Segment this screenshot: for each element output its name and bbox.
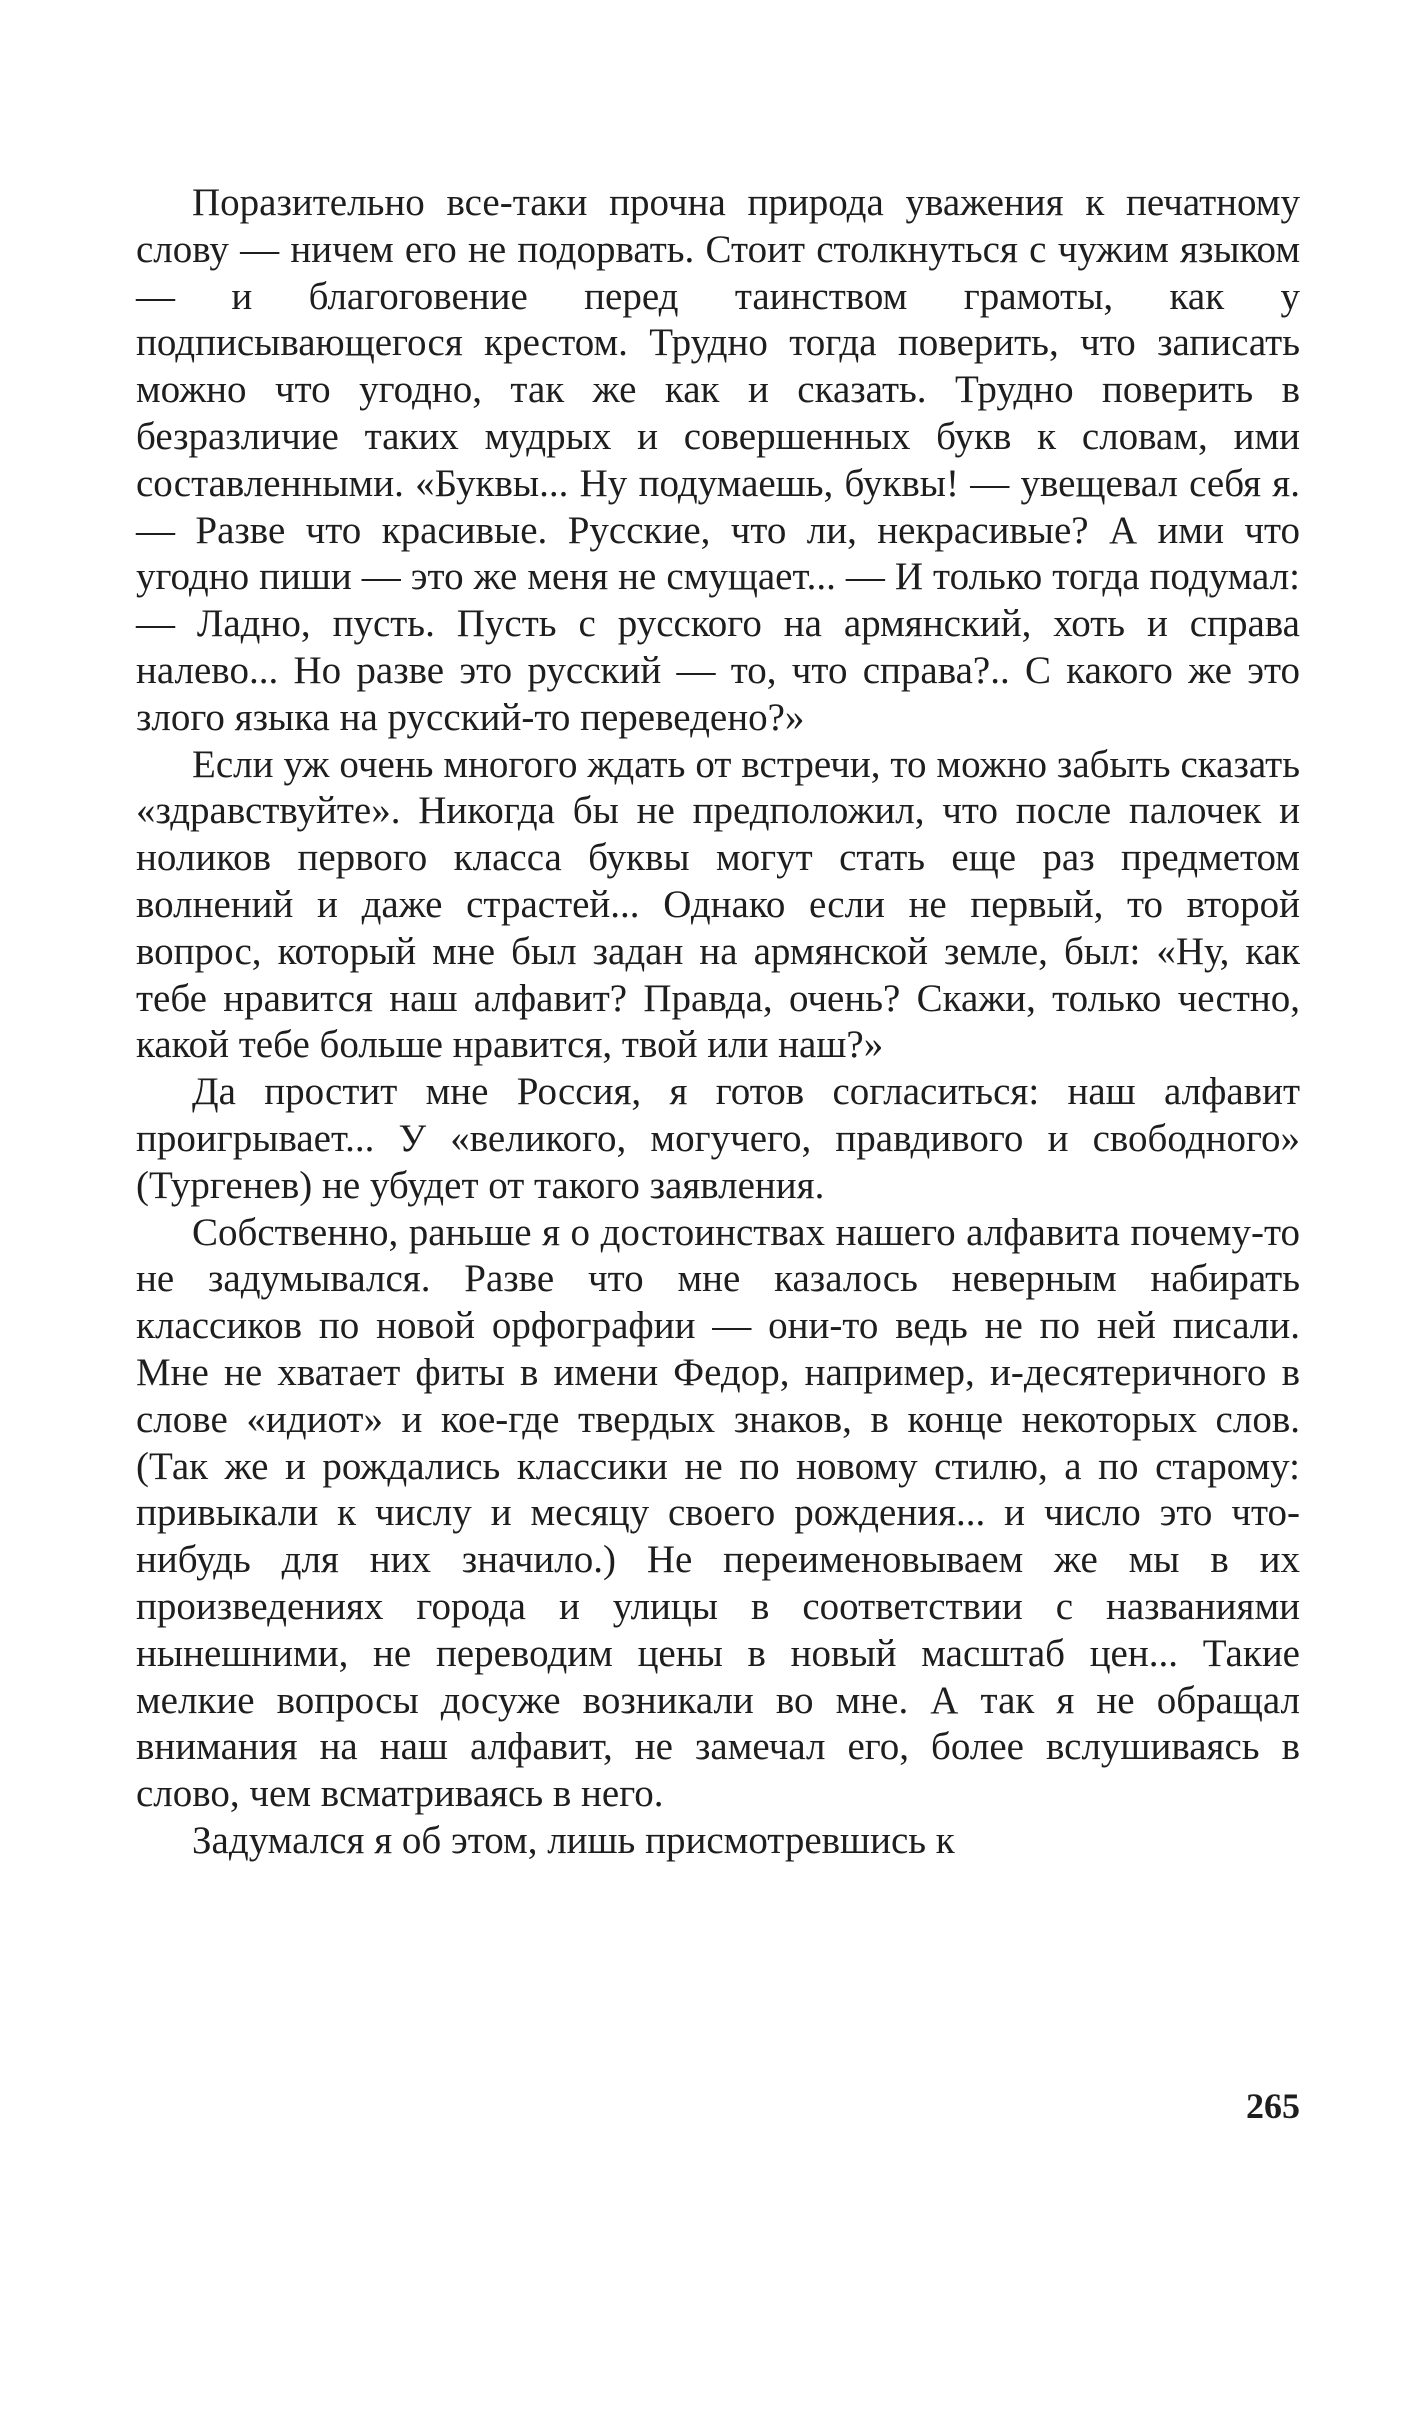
- page-number: 265: [1246, 2086, 1300, 2126]
- paragraph-2: Если уж очень многого ждать от встречи, то можно забыть сказать «здравствуйте». Никогда бы не предположил, что после палочек и ноликов первого класса буквы могут стать еще раз предметом волнений и даже страстей... Однако если не первый, то второй вопрос, который мне был задан на армянской земле, был: «Ну, как тебе нравится наш алфавит? Правда, очень? Скажи, только честно, какой тебе больше нравится, твой или наш?»: [136, 742, 1300, 1067]
- body-text: [136, 180, 1300, 1865]
- paragraph-3: Да простит мне Россия, я готов согласиться: наш алфавит проигрывает... У «великого, могучего, правдивого и свободного» (Тургенев) не убудет от такого заявления.: [136, 1070, 1300, 1207]
- paragraph-5: Задумался я об этом, лишь присмотревшись к: [192, 1818, 955, 1862]
- paragraph-1: Поразительно все-таки прочна природа уважения к печатному слову — ничем его не подорвать. Стоит столкнуться с чужим языком — и благоговение перед таинством грамоты, как у подписывающегося крестом. Трудно тогда поверить, что записать можно что угодно, так же как и сказать. Трудно поверить в безразличие таких мудрых и совершенных букв к словам, ими составленными. «Буквы... Ну подумаешь, буквы! — увещевал себя я. — Разве что красивые. Русские, что ли, некрасивые? А ими что угодно пиши — это же меня не смущает... — И только тогда подумал: — Ладно, пусть. Пусть с русского на армянский, хоть и справа налево... Но разве это русский — то, что справа?.. С какого же это злого языка на русский-то переведено?»: [136, 181, 1300, 739]
- paragraph-4: Собственно, раньше я о достоинствах нашего алфавита почему-то не задумывался. Разве что мне казалось неверным набирать классиков по новой орфографии — они-то ведь не по ней писали. Мне не хватает фиты в имени Федор, например, и-десятеричного в слове «идиот» и кое-где твердых знаков, в конце некоторых слов. (Так же и рождались классики не по новому стилю, а по старому: привыкали к числу и месяцу своего рождения... и число это что-нибудь для них значило.) Не переименовываем же мы в их произведениях города и улицы в соответствии с названиями нынешними, не переводим цены в новый масштаб цен... Такие мелкие вопросы досуже возникали во мне. А так я не обращал внимания на наш алфавит, не замечал его, более вслушиваясь в слово, чем всматриваясь в него.: [136, 1210, 1300, 1816]
